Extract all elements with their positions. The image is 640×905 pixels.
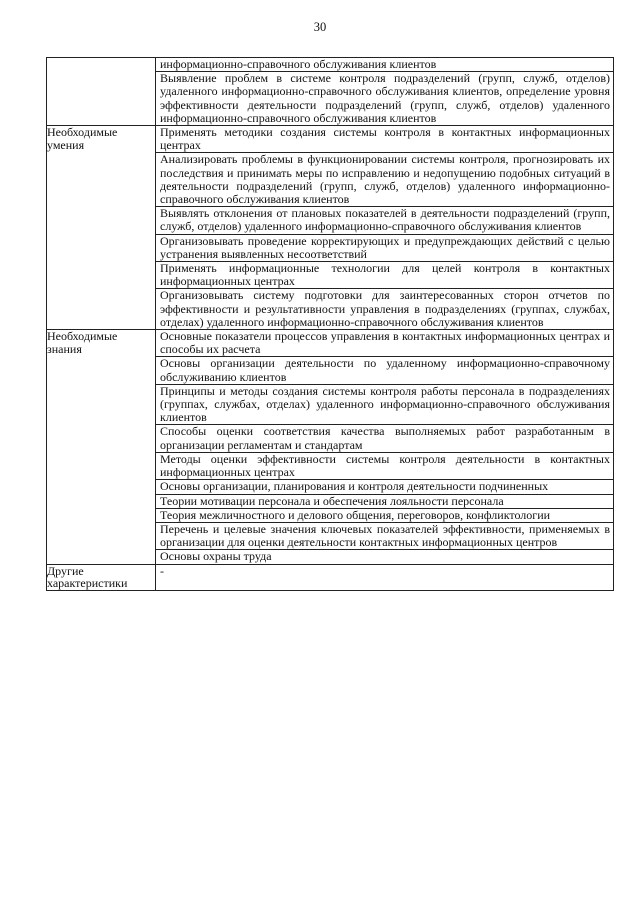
row-label: Другие характеристики <box>47 564 156 590</box>
requirement-item: Принципы и методы создания системы контроля работы персонала в подразделениях (группах, службах, отделах) удаленного информационно-справочного обслуживания клиентов <box>156 385 613 426</box>
requirement-item: Выявлять отклонения от плановых показателей в деятельности подразделений (групп, служб, отделов) удаленного информационно-справочного обслуживания клиентов <box>156 207 613 234</box>
row-content <box>156 330 614 564</box>
row-content <box>156 564 614 590</box>
row-label: Необходимые умения <box>47 126 156 330</box>
page-number: 30 <box>313 20 327 34</box>
requirements-table-body <box>47 58 614 591</box>
requirements-table <box>46 57 614 591</box>
requirement-item: Теория межличностного и делового общения, переговоров, конфликтологии <box>156 509 613 523</box>
requirement-item: Теории мотивации персонала и обеспечения лояльности персонала <box>156 495 613 509</box>
requirement-item: Выявление проблем в системе контроля подразделений (групп, служб, отделов) удаленного информационно-справочного обслуживания клиентов, определение уровня эффективности деятельности подразделений (групп, служб, отделов) удаленного информационно-справочного обслуживания клиентов <box>160 71 610 125</box>
table-row <box>47 126 614 330</box>
requirement-item: Способы оценки соответствия качества выполняемых работ разработанным в организации регламентам и стандартам <box>156 425 613 452</box>
requirement-item: Организовывать проведение корректирующих и предупреждающих действий с целью устранения выявленных несоответствий <box>156 235 613 262</box>
row-content <box>156 126 614 330</box>
requirement-item: Применять информационные технологии для целей контроля в контактных информационных центрах <box>156 262 613 289</box>
row-content <box>156 58 614 126</box>
requirement-item: Методы оценки эффективности системы контроля деятельности в контактных информационных центрах <box>156 453 613 480</box>
row-label <box>47 58 156 126</box>
requirement-item: Применять методики создания системы контроля в контактных информационных центрах <box>156 126 613 153</box>
requirement-item: информационно-справочного обслуживания клиентов <box>156 58 613 72</box>
row-label: Необходимые знания <box>47 330 156 564</box>
requirement-item: - <box>160 563 164 578</box>
requirement-item: Основные показатели процессов управления в контактных информационных центрах и способы их расчета <box>156 330 613 357</box>
requirement-item: Основы охраны труда <box>160 549 272 564</box>
requirement-item: Анализировать проблемы в функционировании системы контроля, прогнозировать их последствия и принимать меры по исправлению и недопущению подобных ситуаций в деятельности подразделений (групп, служб, отделов) удаленного информационно-справочного обслуживания клиентов <box>156 153 613 207</box>
requirement-item: Основы организации, планирования и контроля деятельности подчиненных <box>156 480 613 494</box>
requirement-item: Перечень и целевые значения ключевых показателей эффективности, применяемых в организации для оценки деятельности контактных информационных центров <box>156 523 613 550</box>
table-row <box>47 330 614 564</box>
table-row <box>47 564 614 590</box>
requirement-item: Организовывать систему подготовки для заинтересованных сторон отчетов по эффективности и результативности управления в подразделениях (группах, службах, отделах) удаленного информационно-справочного обслуживания клиентов <box>160 288 610 329</box>
requirement-item: Основы организации деятельности по удаленному информационно-справочному обслуживанию клиентов <box>156 357 613 384</box>
table-row <box>47 58 614 126</box>
